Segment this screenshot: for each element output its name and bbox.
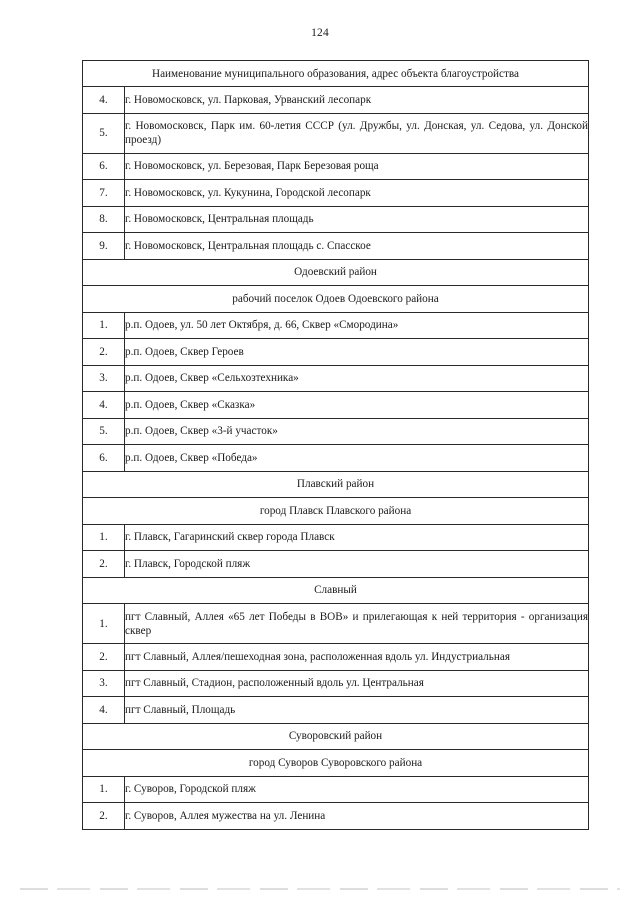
table-row [83,113,589,153]
table-row [83,445,589,472]
table-row [83,206,589,233]
row-number: 8. [83,206,125,233]
row-address: г. Новомосковск, Центральная площадь с. Спасское [125,233,589,260]
section-title: Славный [83,577,589,604]
row-address: г. Плавск, Гагаринский сквер города Плавск [125,524,589,551]
row-address: р.п. Одоев, Сквер «Сказка» [125,392,589,419]
row-address: пгт Славный, Стадион, расположенный вдоль ул. Центральная [125,670,589,697]
row-address: пгт Славный, Аллея «65 лет Победы в ВОВ» и прилегающая к ней территория - организация сквер [125,604,589,644]
table-header: Наименование муниципального образования, адрес объекта благоустройства [83,61,589,87]
table-row [83,312,589,339]
row-address: р.п. Одоев, Сквер «3-й участок» [125,418,589,445]
scan-artifact-line [20,888,620,890]
table-row [83,670,589,697]
row-address: г. Новомосковск, Парк им. 60-летия СССР (ул. Дружбы, ул. Донская, ул. Седова, ул. Донской проезд) [125,113,589,153]
row-address: г. Новомосковск, ул. Березовая, Парк Березовая роща [125,153,589,180]
table-row [83,644,589,671]
row-number: 4. [83,87,125,114]
section-row [83,471,589,498]
row-number: 6. [83,445,125,472]
table-row [83,153,589,180]
row-address: г. Плавск, Городской пляж [125,551,589,578]
table-body [83,61,589,830]
section-row [83,259,589,286]
row-number: 2. [83,803,125,830]
row-number: 5. [83,113,125,153]
row-address: пгт Славный, Аллея/пешеходная зона, расположенная вдоль ул. Индустриальная [125,644,589,671]
table-row [83,604,589,644]
subsection-row [83,498,589,525]
row-number: 5. [83,418,125,445]
row-address: г. Новомосковск, Центральная площадь [125,206,589,233]
row-number: 1. [83,604,125,644]
row-address: пгт Славный, Площадь [125,697,589,724]
table-row [83,180,589,207]
row-number: 1. [83,312,125,339]
row-number: 6. [83,153,125,180]
section-row [83,723,589,750]
table-row [83,803,589,830]
row-address: г. Новомосковск, ул. Парковая, Урванский лесопарк [125,87,589,114]
objects-table [82,60,589,830]
table-row [83,392,589,419]
table-row [83,551,589,578]
row-address: г. Суворов, Городской пляж [125,776,589,803]
section-row [83,577,589,604]
row-number: 2. [83,644,125,671]
row-address: р.п. Одоев, Сквер Героев [125,339,589,366]
page-number: 124 [311,27,329,39]
table-row [83,418,589,445]
row-number: 2. [83,339,125,366]
row-address: р.п. Одоев, ул. 50 лет Октября, д. 66, Сквер «Смородина» [125,312,589,339]
section-title: Одоевский район [83,259,589,286]
row-address: г. Новомосковск, ул. Кукунина, Городской лесопарк [125,180,589,207]
subsection-title: город Плавск Плавского района [83,498,589,525]
table-row [83,524,589,551]
row-number: 3. [83,365,125,392]
table-row [83,776,589,803]
subsection-row [83,286,589,313]
row-number: 1. [83,776,125,803]
row-address: г. Суворов, Аллея мужества на ул. Ленина [125,803,589,830]
section-title: Плавский район [83,471,589,498]
row-number: 4. [83,697,125,724]
row-number: 4. [83,392,125,419]
row-number: 9. [83,233,125,260]
subsection-title: город Суворов Суворовского района [83,750,589,777]
table-row [83,697,589,724]
row-address: р.п. Одоев, Сквер «Победа» [125,445,589,472]
row-number: 2. [83,551,125,578]
row-number: 1. [83,524,125,551]
table-row [83,233,589,260]
subsection-title: рабочий поселок Одоев Одоевского района [83,286,589,313]
subsection-row [83,750,589,777]
row-number: 7. [83,180,125,207]
row-number: 3. [83,670,125,697]
table-row [83,87,589,114]
row-address: р.п. Одоев, Сквер «Сельхозтехника» [125,365,589,392]
table-header-row [83,61,589,87]
section-title: Суворовский район [83,723,589,750]
table-row [83,365,589,392]
table-row [83,339,589,366]
